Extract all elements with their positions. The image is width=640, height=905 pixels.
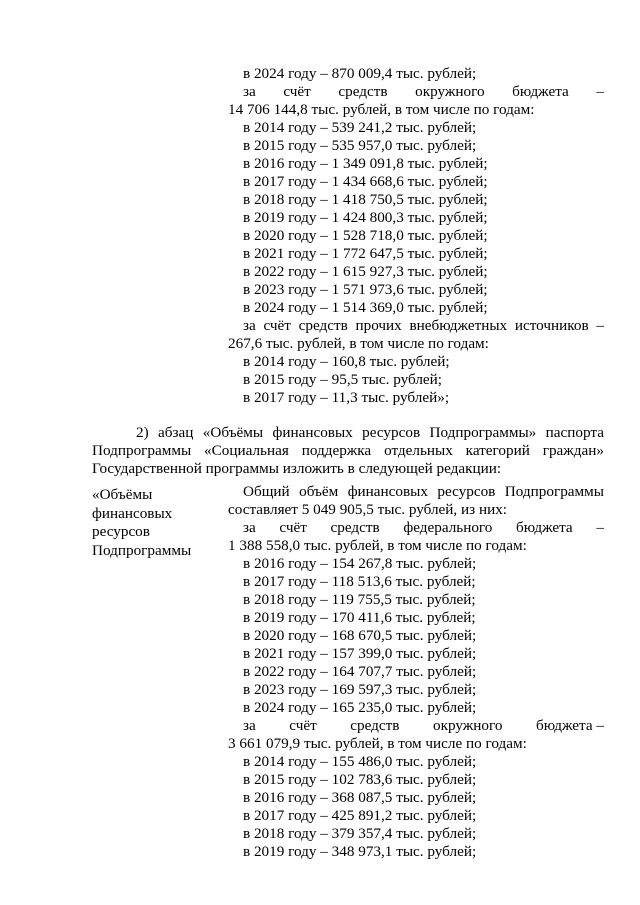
okrug-year-line: в 2022 году – 1 615 927,3 тыс. рублей;: [243, 263, 488, 280]
okrug-year-line: в 2015 году – 535 957,0 тыс. рублей;: [243, 137, 477, 154]
total-resources-intro: Общий объём финансовых ресурсов Подпрограммы: [243, 483, 604, 500]
okrug-year-line: в 2016 году – 1 349 091,8 тыс. рублей;: [243, 155, 488, 172]
okrug-budget-total: 14 706 144,8 тыс. рублей, в том числе по годам:: [228, 101, 535, 118]
okrug-budget-heading: за счёт средств окружного бюджета –: [243, 83, 604, 100]
amendment-paragraph-line1: 2) абзац «Объёмы финансовых ресурсов Подпрограммы» паспорта: [136, 424, 604, 441]
federal-year-line: в 2017 году – 118 513,6 тыс. рублей;: [243, 573, 476, 590]
federal-year-line: в 2016 году – 154 267,8 тыс. рублей;: [243, 555, 477, 572]
okrug-2024-prev: в 2024 году – 870 009,4 тыс. рублей;: [243, 65, 477, 82]
okrug-year-line-2: в 2015 году – 102 783,6 тыс. рублей;: [243, 771, 477, 788]
amendment-paragraph-line2: Подпрограммы «Социальная поддержка отдельных категорий граждан»: [92, 442, 604, 459]
okrug-year-line-2: в 2014 году – 155 486,0 тыс. рублей;: [243, 753, 477, 770]
federal-year-line: в 2020 году – 168 670,5 тыс. рублей;: [243, 627, 477, 644]
okrug-year-line: в 2014 году – 539 241,2 тыс. рублей;: [243, 119, 477, 136]
federal-year-line: в 2018 году – 119 755,5 тыс. рублей;: [243, 591, 476, 608]
okrug-year-line: в 2024 году – 1 514 369,0 тыс. рублей;: [243, 299, 488, 316]
okrug-year-line-2: в 2019 году – 348 973,1 тыс. рублей;: [243, 843, 477, 860]
other-sources-heading: за счёт средств прочих внебюджетных источников –: [243, 317, 604, 334]
other-year-line: в 2014 году – 160,8 тыс. рублей;: [243, 353, 450, 370]
federal-year-line: в 2023 году – 169 597,3 тыс. рублей;: [243, 681, 477, 698]
okrug-year-line: в 2020 году – 1 528 718,0 тыс. рублей;: [243, 227, 488, 244]
other-year-line: в 2017 году – 11,3 тыс. рублей»;: [243, 389, 450, 406]
federal-budget-heading: за счёт средств федерального бюджета –: [243, 519, 604, 536]
okrug-year-line-2: в 2016 году – 368 087,5 тыс. рублей;: [243, 789, 477, 806]
federal-year-line: в 2021 году – 157 399,0 тыс. рублей;: [243, 645, 477, 662]
federal-year-line: в 2019 году – 170 411,6 тыс. рублей;: [243, 609, 476, 626]
total-resources-amount: составляет 5 049 905,5 тыс. рублей, из них:: [228, 501, 508, 518]
federal-year-line: в 2024 году – 165 235,0 тыс. рублей;: [243, 699, 477, 716]
federal-budget-total: 1 388 558,0 тыс. рублей, в том числе по годам:: [228, 537, 527, 554]
okrug-year-line-2: в 2017 году – 425 891,2 тыс. рублей;: [243, 807, 477, 824]
other-year-line: в 2015 году – 95,5 тыс. рублей;: [243, 371, 443, 388]
other-sources-total: 267,6 тыс. рублей, в том числе по годам:: [228, 335, 489, 352]
okrug-year-line: в 2021 году – 1 772 647,5 тыс. рублей;: [243, 245, 488, 262]
okrug-year-line-2: в 2018 году – 379 357,4 тыс. рублей;: [243, 825, 477, 842]
okrug-year-line: в 2017 году – 1 434 668,6 тыс. рублей;: [243, 173, 488, 190]
amendment-paragraph-line3: Государственной программы изложить в следующей редакции:: [92, 460, 502, 477]
federal-year-line: в 2022 году – 164 707,7 тыс. рублей;: [243, 663, 477, 680]
passport-field-label: «Объёмы финансовых ресурсов Подпрограммы: [92, 486, 192, 559]
okrug-year-line: в 2023 году – 1 571 973,6 тыс. рублей;: [243, 281, 488, 298]
okrug-budget-total-2: 3 661 079,9 тыс. рублей, в том числе по годам:: [228, 735, 527, 752]
okrug-year-line: в 2019 году – 1 424 800,3 тыс. рублей;: [243, 209, 488, 226]
okrug-year-line: в 2018 году – 1 418 750,5 тыс. рублей;: [243, 191, 488, 208]
okrug-budget-heading-2: за счёт средств окружного бюджета –: [243, 717, 604, 734]
